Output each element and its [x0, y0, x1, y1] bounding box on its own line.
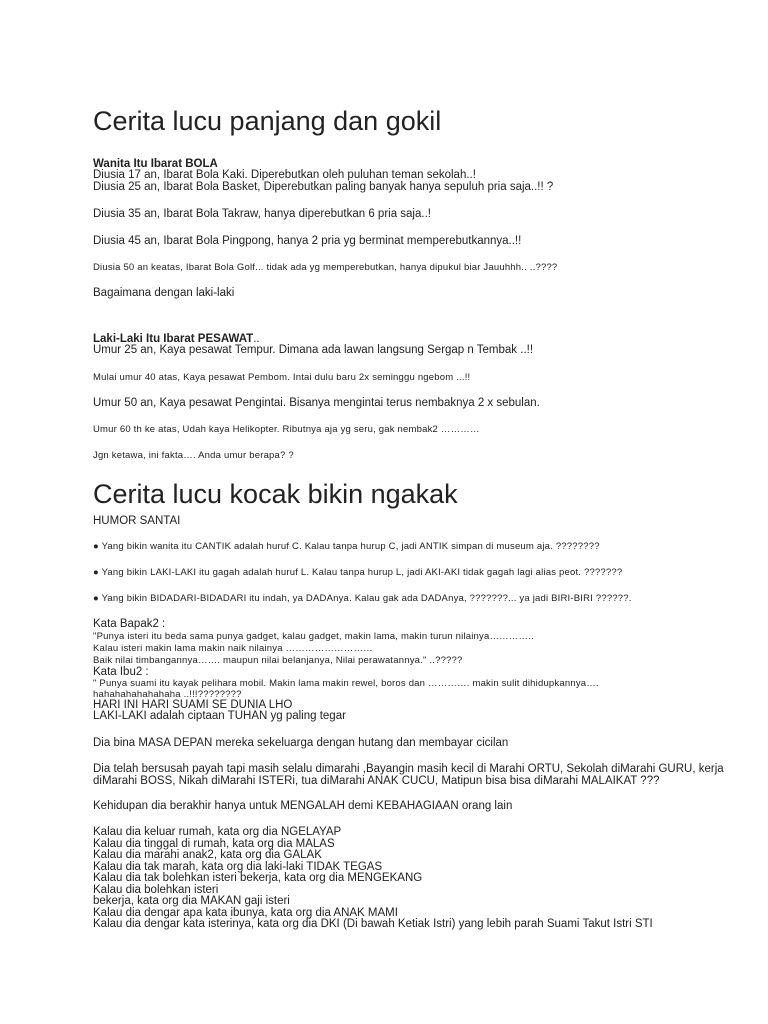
list-item: Kalau dia tinggal di rumah, kata org dia MALAS [93, 837, 335, 850]
list-item: Kalau dia tak bolehkan isteri bekerja, kata org dia MENGEKANG [93, 872, 423, 884]
ibu-quote-line2: hahahahahahahaha ..!!!???????? [93, 689, 242, 700]
humor-bullet-laki: ● Yang bikin LAKI-LAKI itu gagah adalah huruf L. Kalau tanpa hurup L, jadi AKI-AKI tidak gagah lagi alias peot. ??????? [93, 567, 623, 578]
laki-tegar-line: LAKI-LAKI adalah ciptaan TUHAN yg paling tegar [93, 710, 346, 722]
list-item: Kalau dia dengar apa kata ibunya, kata org dia ANAK MAMI [93, 906, 398, 919]
wanita-heading-text: Wanita Itu Ibarat BOLA [93, 158, 218, 170]
ibu-label: Kata Ibu2 : [93, 666, 149, 678]
paragraph-masa-depan: Dia bina MASA DEPAN mereka sekeluarga dengan hutang dan membayar cicilan [93, 737, 509, 749]
paragraph-dimarahi-line2: diMarahi BOSS, Nikah diMarahi ISTERi, tua diMarahi ANAK CUCU, Matipun bisa bisa diMarahi MALAIKAT ??? [93, 775, 660, 787]
list-item: Kalau dia bolehkan isteri [93, 883, 219, 896]
bapak-label: Kata Bapak2 : [93, 618, 166, 630]
bapak-quote-line3: Baik nilai timbangannya……. maupun nilai belanjanya, Nilai perawatannya." ..????? [93, 655, 463, 666]
humor-label: HUMOR SANTAI [93, 515, 181, 527]
hari-suami-line: HARI INI HARI SUAMI SE DUNIA LHO [93, 699, 293, 711]
list-item: Kalau dia dengar kata isterinya, kata org dia DKI (Di bawah Ketiak Istri) yang lebih parah Suami Takut Istri STI [93, 918, 653, 930]
bapak-quote-line2: Kalau isteri makin lama makin naik nilainya ……………………… [93, 643, 373, 654]
heading-cerita-lucu-panjang: Cerita lucu panjang dan gokil [93, 106, 442, 136]
ibu-quote-line1: " Punya suami itu kayak pelihara mobil. Makin lama makin rewel, boros dan …………. makin sulit dihidupkannya…. [93, 678, 599, 689]
list-item: Kalau dia keluar rumah, kata org dia NGELAYAP [93, 826, 342, 838]
laki-heading-tail: .. [253, 333, 260, 345]
bapak-quote-line1: "Punya isteri itu beda sama punya gadget, kalau gadget, makin lama, makin turun nilainya………….. [93, 631, 534, 642]
humor-bullet-bidadari: ● Yang bikin BIDADARI-BIDADARI itu indah, ya DADAnya. Kalau gak ada DADAnya, ???????... ya jadi BIRI-BIRI ??????. [93, 593, 632, 604]
heading-cerita-lucu-kocak: Cerita lucu kocak bikin ngakak [93, 479, 458, 509]
wanita-line-50: Diusia 50 an keatas, Ibarat Bola Golf... tidak ada yg memperebutkan, hanya dipukul biar Jauuhhh.. ..???? [93, 262, 558, 273]
wanita-line-25: Diusia 25 an, Ibarat Bola Basket, Diperebutkan paling banyak hanya sepuluh pria saja..!! ? [93, 181, 554, 193]
wanita-line-35: Diusia 35 an, Ibarat Bola Takraw, hanya diperebutkan 6 pria saja..! [93, 208, 431, 220]
paragraph-mengalah: Kehidupan dia berakhir hanya untuk MENGALAH demi KEBAHAGIAAN orang lain [93, 800, 513, 812]
paragraph-dimarahi-line1: Dia telah bersusah payah tapi masih selalu dimarahi ,Bayangin masih kecil di Marahi ORTU, Sekolah diMarahi GURU, kerja [93, 763, 724, 775]
laki-heading-text: Laki-Laki Itu Ibarat PESAWAT [93, 333, 254, 345]
wanita-line-45: Diusia 45 an, Ibarat Bola Pingpong, hanya 2 pria yg berminat memperebutkannya..!! [93, 235, 522, 247]
laki-line-50: Umur 50 an, Kaya pesawat Pengintai. Bisanya mengintai terus nembaknya 2 x sebulan. [93, 397, 540, 409]
wanita-closing: Bagaimana dengan laki-laki [93, 287, 235, 299]
laki-line-fakta: Jgn ketawa, ini fakta…. Anda umur berapa? ? [93, 450, 294, 461]
wanita-line-17: Diusia 17 an, Ibarat Bola Kaki. Diperebutkan oleh puluhan teman sekolah..! [93, 169, 476, 181]
kalau-dia-list [93, 827, 653, 931]
laki-line-60: Umur 60 th ke atas, Udah kaya Helikopter. Ributnya aja yg seru, gak nembak2 ………… [93, 424, 480, 435]
list-item: Kalau dia marahi anak2, kata org dia GALAK [93, 849, 322, 861]
list-item: Kalau dia tak marah, kata org dia laki-laki TIDAK TEGAS [93, 860, 383, 873]
laki-line-40: Mulai umur 40 atas, Kaya pesawat Pembom. Intai dulu baru 2x seminggu ngebom ...!! [93, 372, 471, 383]
humor-bullet-cantik: ● Yang bikin wanita itu CANTIK adalah huruf C. Kalau tanpa hurup C, jadi ANTIK simpan di museum aja. ???????? [93, 541, 600, 552]
list-item: bekerja, kata org dia MAKAN gaji isteri [93, 895, 290, 907]
laki-line-25: Umur 25 an, Kaya pesawat Tempur. Dimana ada lawan langsung Sergap n Tembak ..!! [93, 344, 534, 356]
